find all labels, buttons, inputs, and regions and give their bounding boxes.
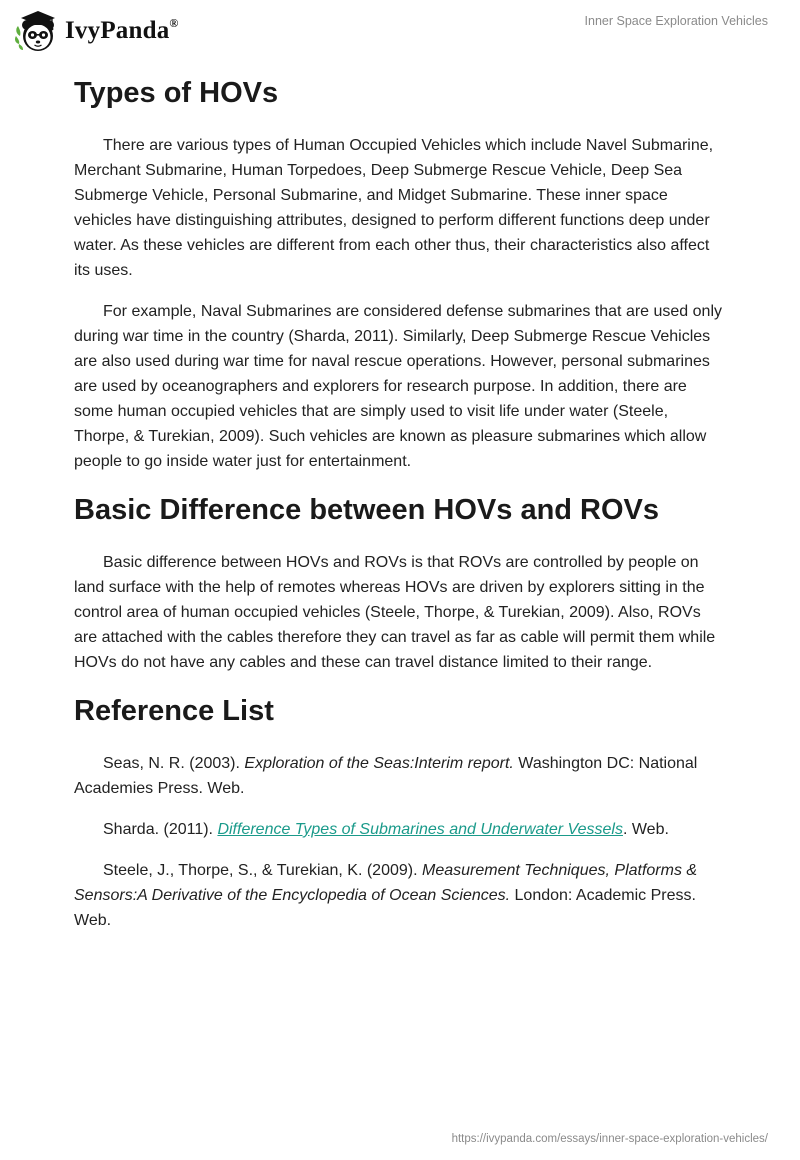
brand-name (65, 17, 179, 45)
brand-text: IvyPanda (65, 17, 170, 44)
panda-logo-icon (14, 8, 60, 54)
reference-authors: Steele, J., Thorpe, S., & Turekian, K. (2009). (103, 862, 422, 879)
reference-authors: Seas, N. R. (2003). (103, 755, 245, 772)
reference-authors: Sharda. (2011). (103, 821, 218, 838)
registered-mark: ® (169, 15, 179, 30)
paragraph: For example, Naval Submarines are considered defense submarines that are used only during war time in the country (Sharda, 2011). Similarly, Deep Submerge Rescue Vehicles are also used during war time for naval rescue operations. However, personal submarines are used by oceanographers and explorers for research purpose. In addition, there are some human occupied vehicles that are simply used to visit life under water (Steele, Thorpe, & Turekian, 2009). Such vehicles are known as pleasure submarines which allow people to go inside water just for entertainment. (74, 303, 722, 470)
reference-item (74, 817, 726, 842)
reference-publisher: . Web. (622, 821, 669, 838)
reference-publisher: London: Academic Press. Web. (74, 887, 696, 929)
reference-title: Exploration of the Seas:Interim report. (244, 755, 514, 772)
paragraph: Basic difference between HOVs and ROVs is that ROVs are controlled by people on land surface with the help of remotes whereas HOVs are driven by explorers sitting in the control area of human occupied vehicles (Steele, Thorpe, & Turekian, 2009). Also, ROVs are attached with the cables therefore they can travel as far as cable will permit them while HOVs do not have any cables and these can travel distance limited to their range. (74, 554, 716, 671)
page-header (0, 0, 800, 70)
footer-url[interactable]: https://ivypanda.com/essays/inner-space-exploration-vehicles/ (451, 1133, 768, 1145)
section-heading-reference-list: Reference List (74, 695, 274, 727)
reference-title: Measurement Techniques, Platforms & Sensors:A Derivative of the Encyclopedia of Ocean Sciences. (74, 862, 698, 904)
reference-item (74, 858, 726, 933)
reference-link[interactable]: Difference Types of Submarines and Underwater Vessels (217, 821, 623, 838)
article-content (74, 70, 726, 949)
section-heading-basic-difference: Basic Difference between HOVs and ROVs (74, 494, 660, 526)
paragraph: There are various types of Human Occupied Vehicles which include Navel Submarine, Merchant Submarine, Human Torpedoes, Deep Submerge Rescue Vehicle, Deep Sea Submerge Vehicle, Personal Submarine, and Midget Submarine. These inner space vehicles have distinguishing attributes, designed to perform different functions deep under water. As these vehicles are different from each other thus, their characteristics also affect its uses. (74, 137, 714, 279)
ivypanda-logo[interactable] (14, 8, 179, 54)
document-title: Inner Space Exploration Vehicles (584, 14, 768, 28)
reference-publisher: Washington DC: National Academies Press. Web. (74, 755, 698, 797)
reference-item (74, 751, 726, 801)
section-heading-types-of-hovs: Types of HOVs (74, 77, 279, 109)
